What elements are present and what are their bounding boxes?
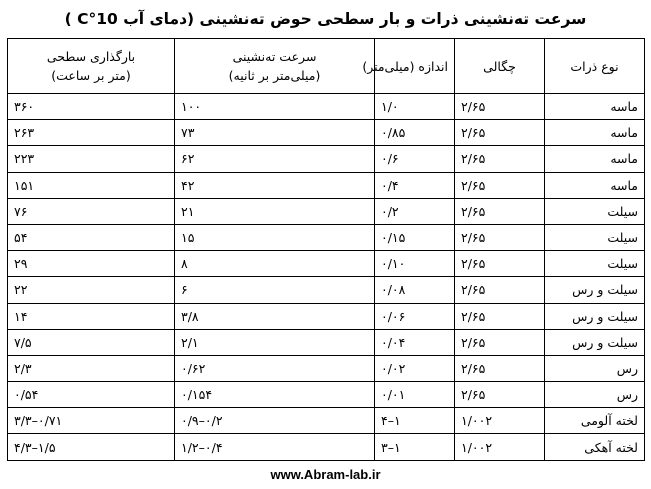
cell-type: سیلت و رس xyxy=(545,329,645,355)
cell-type: سیلت xyxy=(545,251,645,277)
cell-type: ماسه xyxy=(545,172,645,198)
cell-size: ۰/۰۶ xyxy=(375,303,455,329)
table-row xyxy=(8,251,645,277)
cell-velocity: ۲۱ xyxy=(175,198,375,224)
table-row xyxy=(8,303,645,329)
cell-surface-load: ۷/۵ xyxy=(8,329,175,355)
cell-density: ۲/۶۵ xyxy=(455,94,545,120)
cell-type: ماسه xyxy=(545,146,645,172)
cell-type: سیلت و رس xyxy=(545,303,645,329)
cell-surface-load: ۷۶ xyxy=(8,198,175,224)
cell-velocity: ۶ xyxy=(175,277,375,303)
cell-size: ۰/۰۲ xyxy=(375,355,455,381)
cell-surface-load: ۲۹ xyxy=(8,251,175,277)
cell-velocity: ۱۰۰ xyxy=(175,94,375,120)
cell-size: ۱–۳ xyxy=(375,434,455,460)
cell-surface-load: ۲/۳ xyxy=(8,355,175,381)
cell-size: ۰/۰۸ xyxy=(375,277,455,303)
cell-type: سیلت xyxy=(545,224,645,250)
cell-type: ماسه xyxy=(545,120,645,146)
cell-velocity: ۰/۲–۰/۹ xyxy=(175,408,375,434)
cell-density: ۲/۶۵ xyxy=(455,198,545,224)
cell-velocity: ۲/۱ xyxy=(175,329,375,355)
header-density: چگالی xyxy=(455,39,545,94)
header-type: نوع ذرات xyxy=(545,39,645,94)
cell-type: سیلت xyxy=(545,198,645,224)
cell-density: ۲/۶۵ xyxy=(455,382,545,408)
cell-type: ماسه xyxy=(545,94,645,120)
cell-size: ۰/۱۵ xyxy=(375,224,455,250)
table-row xyxy=(8,434,645,460)
cell-velocity: ۰/۴–۱/۲ xyxy=(175,434,375,460)
table-row xyxy=(8,382,645,408)
cell-density: ۲/۶۵ xyxy=(455,224,545,250)
cell-density: ۱/۰۰۲ xyxy=(455,408,545,434)
cell-density: ۲/۶۵ xyxy=(455,146,545,172)
header-row xyxy=(8,39,645,94)
cell-surface-load: ۲۲۳ xyxy=(8,146,175,172)
cell-size: ۰/۰۱ xyxy=(375,382,455,408)
cell-type: لخته آلومی xyxy=(545,408,645,434)
cell-density: ۲/۶۵ xyxy=(455,329,545,355)
cell-density: ۲/۶۵ xyxy=(455,172,545,198)
website-footer: www.Abram-lab.ir xyxy=(270,467,381,482)
cell-surface-load: ۲۲ xyxy=(8,277,175,303)
cell-velocity: ۸ xyxy=(175,251,375,277)
table-row xyxy=(8,120,645,146)
cell-type: رس xyxy=(545,355,645,381)
cell-velocity: ۳/۸ xyxy=(175,303,375,329)
table-row xyxy=(8,329,645,355)
cell-density: ۲/۶۵ xyxy=(455,251,545,277)
cell-velocity: ۷۳ xyxy=(175,120,375,146)
cell-size: ۰/۶ xyxy=(375,146,455,172)
cell-size: ۰/۴ xyxy=(375,172,455,198)
table-row xyxy=(8,146,645,172)
cell-density: ۲/۶۵ xyxy=(455,120,545,146)
cell-velocity: ۰/۱۵۴ xyxy=(175,382,375,408)
cell-surface-load: ۲۶۳ xyxy=(8,120,175,146)
cell-surface-load: ۰/۷۱–۳/۳ xyxy=(8,408,175,434)
table-row xyxy=(8,277,645,303)
cell-density: ۲/۶۵ xyxy=(455,277,545,303)
header-surface-load: بارگذاری سطحی (متر بر ساعت) xyxy=(8,39,175,94)
cell-type: لخته آهکی xyxy=(545,434,645,460)
cell-surface-load: ۰/۵۴ xyxy=(8,382,175,408)
cell-type: سیلت و رس xyxy=(545,277,645,303)
cell-velocity: ۰/۶۲ xyxy=(175,355,375,381)
cell-size: ۰/۲ xyxy=(375,198,455,224)
cell-surface-load: ۱۴ xyxy=(8,303,175,329)
header-velocity: سرعت ته‌نشینی (میلی‌متر بر ثانیه) xyxy=(175,39,375,94)
cell-surface-load: ۱۵۱ xyxy=(8,172,175,198)
cell-size: ۰/۱۰ xyxy=(375,251,455,277)
table-row xyxy=(8,172,645,198)
cell-size: ۱–۴ xyxy=(375,408,455,434)
cell-surface-load: ۱/۵–۴/۳ xyxy=(8,434,175,460)
table-row xyxy=(8,224,645,250)
table-title: سرعت ته‌نشینی ذرات و بار سطحی حوض ته‌نشینی (دمای آب C°10 ) xyxy=(64,10,587,28)
table-row xyxy=(8,94,645,120)
cell-size: ۱/۰ xyxy=(375,94,455,120)
cell-surface-load: ۵۴ xyxy=(8,224,175,250)
cell-density: ۲/۶۵ xyxy=(455,303,545,329)
cell-surface-load: ۳۶۰ xyxy=(8,94,175,120)
settling-velocity-table xyxy=(7,38,645,461)
table-row xyxy=(8,355,645,381)
header-size: اندازه (میلی‌متر) xyxy=(375,39,455,94)
table-row xyxy=(8,198,645,224)
cell-type: رس xyxy=(545,382,645,408)
cell-density: ۲/۶۵ xyxy=(455,355,545,381)
cell-density: ۱/۰۰۲ xyxy=(455,434,545,460)
cell-size: ۰/۸۵ xyxy=(375,120,455,146)
cell-velocity: ۱۵ xyxy=(175,224,375,250)
cell-size: ۰/۰۴ xyxy=(375,329,455,355)
table-row xyxy=(8,408,645,434)
cell-velocity: ۴۲ xyxy=(175,172,375,198)
cell-velocity: ۶۲ xyxy=(175,146,375,172)
